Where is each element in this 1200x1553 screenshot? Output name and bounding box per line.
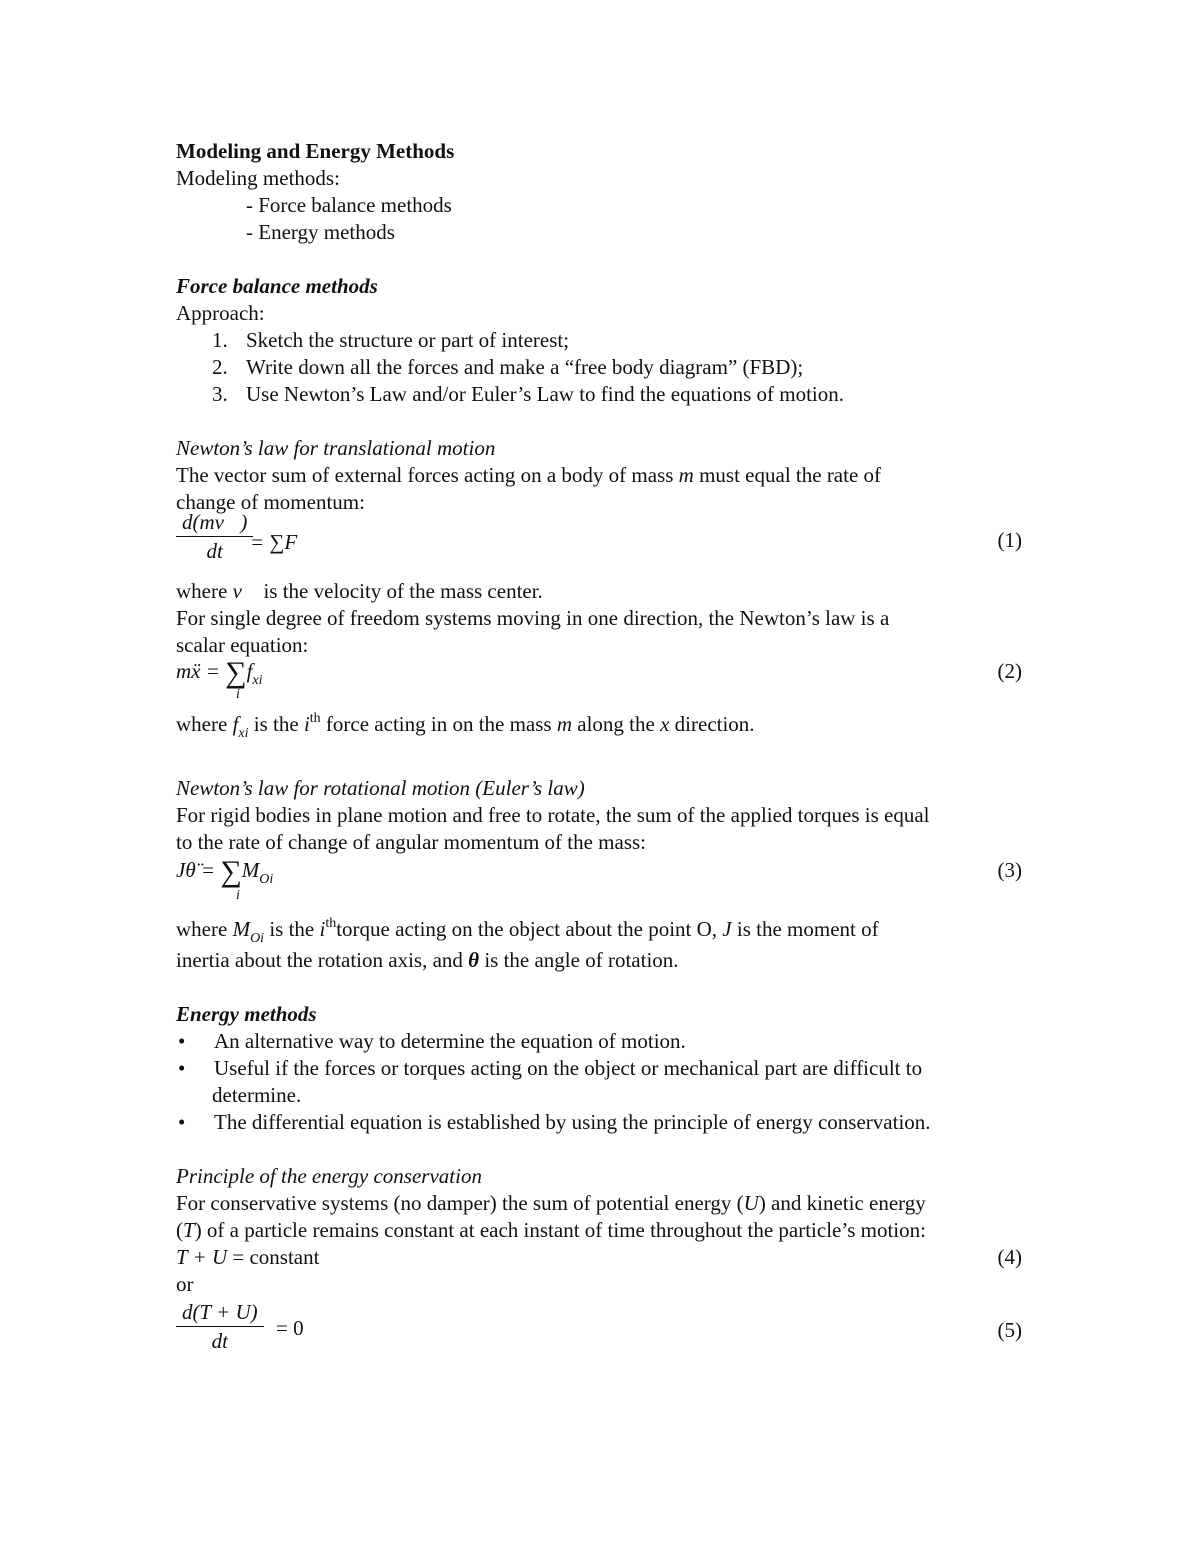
paragraph-line: inertia about the rotation axis, and θ is the angle of rotation. xyxy=(176,948,679,972)
sum-index: i xyxy=(236,888,240,903)
paragraph-line: to the rate of change of angular momentum of the mass: xyxy=(176,830,647,854)
equation-rhs: = 0 xyxy=(276,1316,304,1340)
document-page xyxy=(176,138,1022,1362)
list-item: • Useful if the forces or torques acting on the object or mechanical part are difficult to xyxy=(178,1056,923,1080)
paragraph-line: The vector sum of external forces acting on a body of mass m must equal the rate of xyxy=(176,463,882,487)
list-number: 2. xyxy=(212,355,228,379)
list-number: 3. xyxy=(212,382,228,406)
section-heading-energy: Energy methods xyxy=(176,1002,317,1026)
list-item-continuation: determine. xyxy=(212,1083,302,1107)
paragraph-line: For rigid bodies in plane motion and free to rotate, the sum of the applied torques is equal xyxy=(176,803,930,827)
equation-2: mẍ = $\sum f_{xi}$ i (2) xyxy=(176,656,1022,702)
paragraph-line: change of momentum: xyxy=(176,490,365,514)
subsection-heading-euler: Newton’s law for rotational motion (Euler’s law) xyxy=(176,776,585,800)
equation-number: (1) xyxy=(997,528,1022,552)
list-item: • The differential equation is established by using the principle of energy conservation. xyxy=(178,1110,931,1134)
list-text: Sketch the structure or part of interest; xyxy=(246,328,570,352)
equation-numerator: d(mv⃗) xyxy=(176,508,253,537)
equation-4: T + U = constant (4) xyxy=(176,1245,1022,1269)
paragraph-line: For conservative systems (no damper) the sum of potential energy (U) and kinetic energy xyxy=(176,1191,926,1215)
paragraph-line: or xyxy=(176,1272,194,1296)
equation-rhs: = ∑F⃗ xyxy=(250,530,314,554)
list-item xyxy=(176,327,1022,354)
list-number: 1. xyxy=(212,328,228,352)
equation-denominator: dt xyxy=(211,1329,228,1353)
list-item: • An alternative way to determine the equation of motion. xyxy=(178,1029,686,1053)
paragraph-line: where $f_{xi}$ is the $i^{th}$ force acting in on the mass m along the x direction. xyxy=(176,711,755,741)
equation-number: (3) xyxy=(997,858,1022,882)
sum-symbol: ∑ xyxy=(220,855,242,888)
sum-index: i xyxy=(236,687,240,702)
paragraph-line: where v⃗ is the velocity of the mass center. xyxy=(176,579,543,603)
list-item xyxy=(176,381,1022,408)
equation-3: Jθ̈ = $\sum M_{Oi}$ i (3) xyxy=(176,855,1022,903)
equation-number: (2) xyxy=(997,659,1022,683)
paragraph-line: where $M_{Oi}$ is the $i^{th}torque$ acting on the object about the point O, J is the moment of xyxy=(176,916,879,946)
approach-label: Approach: xyxy=(176,301,265,325)
section-heading-force-balance: Force balance methods xyxy=(176,274,378,298)
list-text: Write down all the forces and make a “free body diagram” (FBD); xyxy=(246,355,804,379)
paragraph-line: scalar equation: xyxy=(176,633,309,657)
equation-number: (4) xyxy=(997,1245,1022,1269)
equation-numerator: d(T + U) xyxy=(176,1298,264,1327)
subsection-heading-conservation: Principle of the energy conservation xyxy=(176,1164,482,1188)
equation-5 xyxy=(176,1298,1022,1362)
list-item: - Energy methods xyxy=(246,220,395,244)
equation-lhs: mẍ = xyxy=(176,659,226,683)
equation-denominator: dt xyxy=(206,539,223,563)
list-item xyxy=(176,354,1022,381)
modeling-methods-label: Modeling methods: xyxy=(176,166,340,190)
list-item: - Force balance methods xyxy=(246,193,452,217)
equation-1 xyxy=(176,510,1022,578)
sum-symbol: ∑ xyxy=(225,656,247,689)
document-title: Modeling and Energy Methods xyxy=(176,139,455,163)
list-text: Use Newton’s Law and/or Euler’s Law to find the equations of motion. xyxy=(246,382,844,406)
equation-number: (5) xyxy=(997,1318,1022,1342)
paragraph-line: For single degree of freedom systems moving in one direction, the Newton’s law is a xyxy=(176,606,890,630)
equation-lhs: Jθ̈ = xyxy=(176,858,221,882)
subsection-heading-newton: Newton’s law for translational motion xyxy=(176,436,496,460)
paragraph-line: (T) of a particle remains constant at each instant of time throughout the particle’s motion: xyxy=(176,1218,926,1242)
